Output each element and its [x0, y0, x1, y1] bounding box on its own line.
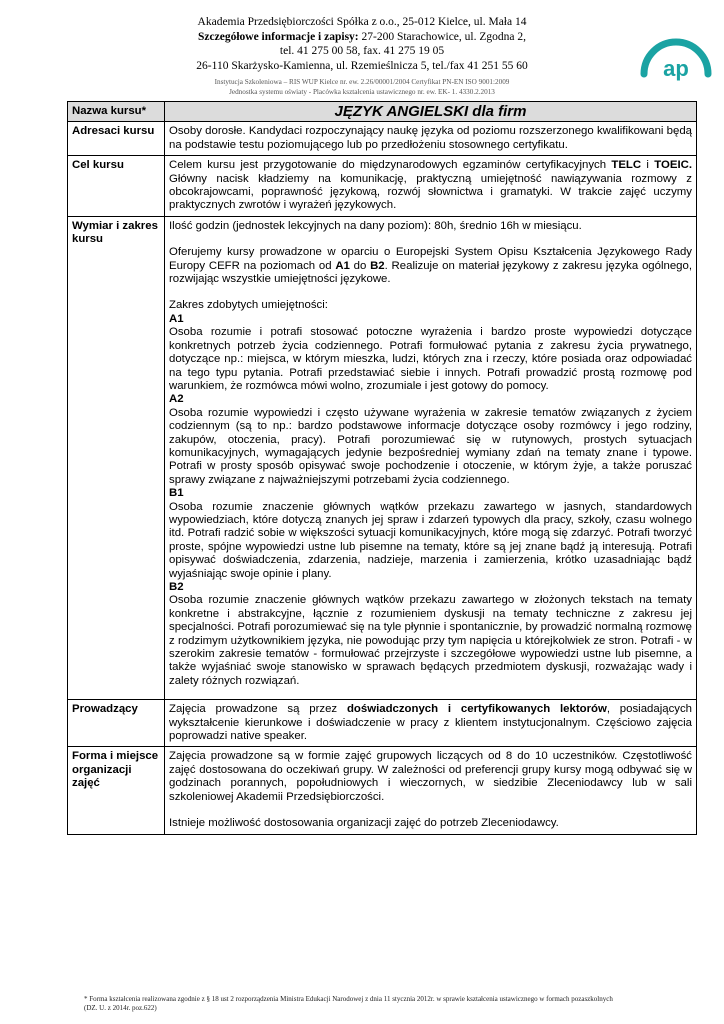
addressees-label: Adresaci kursu — [68, 122, 165, 156]
company-address: Akademia Przedsiębiorczości Spółka z o.o., 25-012 Kielce, ul. Mała 14 — [197, 16, 527, 28]
addressees-text: Osoby dorosłe. Kandydaci rozpoczynający naukę języka od poziomu rozszerzonego kwalifikowani będą na podstawie testu poziomującego lub po przedłożeniu stosownego certyfikatu. — [165, 122, 697, 156]
teachers-label: Prowadzący — [68, 700, 165, 747]
goal-text: Celem kursu jest przygotowanie do międzynarodowych egzaminów certyfikacyjnych TELC i TOEIC. Główny nacisk kładziemy na komunikację, praktyczną umiejętność nawiązywania rozmowy z obcokrajowcami, poprawność językową, rozwój słownictwa i gramatyki. W trakcie zajęć uczymy praktycznych zwrotów i wyrażeń językowych. — [165, 156, 697, 217]
contact-label: Szczegółowe informacje i zapisy: — [198, 30, 359, 43]
level-code: A1 — [169, 312, 184, 325]
scope-row — [68, 216, 697, 699]
toeic-exam: TOEIC. — [654, 159, 692, 172]
company-logo — [638, 30, 714, 100]
letterhead — [150, 15, 574, 97]
logo-text: ap — [663, 56, 689, 81]
telc-exam: TELC — [611, 159, 642, 172]
footnote — [84, 995, 684, 1013]
course-name-row — [68, 102, 697, 122]
contact-address: 27-200 Starachowice, ul. Zgodna 2, — [358, 30, 526, 43]
footnote-text: * Forma kształcenia realizowana zgodnie z § 18 ust 2 rozporządzenia Ministra Edukacji Narodowej z dnia 11 stycznia 2012r. w sprawie kształcenia ustawicznego w formach pozaszkolnych — [84, 995, 613, 1003]
level-description: Osoba rozumie wypowiedzi i często używane wyrażenia w zakresie tematów związanych z życiem codziennym (są to np.: bardzo podstawowe informacje dotyczące osoby rozmówcy i jego rodziny, zakupów, otoczenia, pracy). Potrafi porozumiewać się w rutynowych, prostych sytuacjach komunikacyjnych, wymagających jedynie bezpośredniej wymiany zdań na tematy znane i typowe. Potrafi w prosty sposób opisywać swoje pochodzenie i otoczenie, w którym żyje, a także poruszać sprawy związane z najważniejszymi potrzebami życia codziennego. — [169, 406, 692, 486]
addressees-row — [68, 122, 697, 156]
scope-hours: Ilość godzin (jednostek lekcyjnych na dany poziom): 80h, średnio 16h w miesiącu. — [169, 219, 582, 232]
form-label: Forma i miejsce organizacji zajęć — [68, 747, 165, 834]
education-unit-info: Jednostka systemu oświaty - Placówka kształcenia ustawicznego nr. ew. EK- 1. 4330.2.2013 — [229, 88, 495, 96]
level-description: Osoba rozumie i potrafi stosować potoczne wyrażenia i bardzo proste wypowiedzi dotyczące konkretnych potrzeb życia codziennego. Potrafi formułować pytania z zakresu życia prywatnego, dotyczące np.: miejsca, w którym mieszka, ludzi, których zna i rzeczy, które posiada oraz odpowiadać na tego typu pytania. Potrafi przedstawiać siebie i innych. Potrafi prowadzić prostą rozmowę pod warunkiem, że rozmówca mówi wolno, zrozumiale i jest gotowy do pomocy. — [169, 326, 692, 392]
course-name-label: Nazwa kursu* — [68, 102, 165, 122]
teachers-row — [68, 700, 697, 747]
level-code: B2 — [169, 581, 184, 593]
course-title: JĘZYK ANGIELSKI dla firm — [165, 102, 697, 122]
scope-offer: Oferujemy kursy prowadzone w oparciu o Europejski System Opisu Kształcenia Językowego Rady Europy CEFR na poziomach od A1 do B2. Realizuje on materiał językowy z zakresu języka ogólnego, rozwijając wszystkie umiejętności językowe. — [169, 246, 692, 286]
contact-line — [150, 30, 574, 45]
form-note: Istnieje możliwość dostosowania organizacji zajęć do potrzeb Zleceniodawcy. — [169, 817, 559, 830]
form-content — [165, 747, 697, 834]
level-description: Osoba rozumie znaczenie głównych wątków przekazu zawartego w złożonych tekstach na tematy konkretne i abstrakcyjne, łącznie z rozumieniem dyskusji na tematy techniczne z zakresu jej specjalności. Potrafi porozumiewać się na tyle płynnie i spontanicznie, by prowadzić normalną rozmowę z rodzimym użytkownikiem języka, nie powodując przy tym napięcia u którejkolwiek ze stron. Potrafi - w szerokim zakresie tematów - formułować przejrzyste i szczegółowe wypowiedzi ustne lub pisemne, a także wyjaśniać swoje stanowisko w sprawach będących przedmiotem dyskusji, rozważając wady i zalety różnych rozwiązań. — [169, 594, 692, 687]
level-code: B1 — [169, 487, 184, 500]
form-row — [68, 747, 697, 834]
footnote-citation: (DZ. U. z 2014r. poz.622) — [84, 1004, 157, 1012]
level-description: Osoba rozumie znaczenie głównych wątków przekazu zawartego w jasnych, standardowych wypowiedziach, które dotyczą znanych jej spraw i zdarzeń typowych dla pracy, szkoły, czasu wolnego itd. Potrafi radzić sobie w większości sytuacji komunikacyjnych, które mogą się zdarzyć. Potrafi tworzyć proste, spójne wypowiedzi ustne lub pisemne na tematy, które są jej znane bądź ją interesują. Potrafi opisywać doświadczenia, zdarzenia, nadzieje, marzenia i zamierzenia, krótko uzasadniając bądź wyjaśniając swoje opinie i plany. — [169, 500, 692, 580]
teachers-text: Zajęcia prowadzone są przez doświadczonych i certyfikowanych lektorów, posiadających wykształcenie kierunkowe i doświadczenie w pracy z klientem instytucjonalnym. Częściowo zajęcia poprowadzi native speaker. — [165, 700, 697, 747]
branch-address: 26-110 Skarżysko-Kamienna, ul. Rzemieślnicza 5, tel./fax 41 251 55 60 — [196, 59, 528, 72]
level-code: A2 — [169, 393, 184, 406]
form-text: Zajęcia prowadzone są w formie zajęć grupowych liczących od 8 do 10 uczestników. Częstotliwość zajęć dostosowana do oczekiwań grupy. W zależności od preferencji grupy kursy mogą odbywać się w godzinach porannych, popołudniowych i wieczornych, w siedzibie Zleceniodawcy lub w sali szkoleniowej Akademii Przedsiębiorczości. — [169, 750, 692, 803]
phone-fax: tel. 41 275 00 58, fax. 41 275 19 05 — [279, 45, 445, 57]
skills-intro: Zakres zdobytych umiejętności: — [169, 299, 328, 312]
goal-label: Cel kursu — [68, 156, 165, 217]
course-table — [67, 101, 697, 835]
scope-label: Wymiar i zakres kursu — [68, 216, 165, 699]
scope-content — [165, 216, 697, 699]
registration-info: Instytucja Szkoleniowa – RIS WUP Kielce nr. ew. 2.26/00001/2004 Certyfikat PN-EN ISO 9001:2009 — [214, 78, 510, 86]
goal-row — [68, 156, 697, 217]
